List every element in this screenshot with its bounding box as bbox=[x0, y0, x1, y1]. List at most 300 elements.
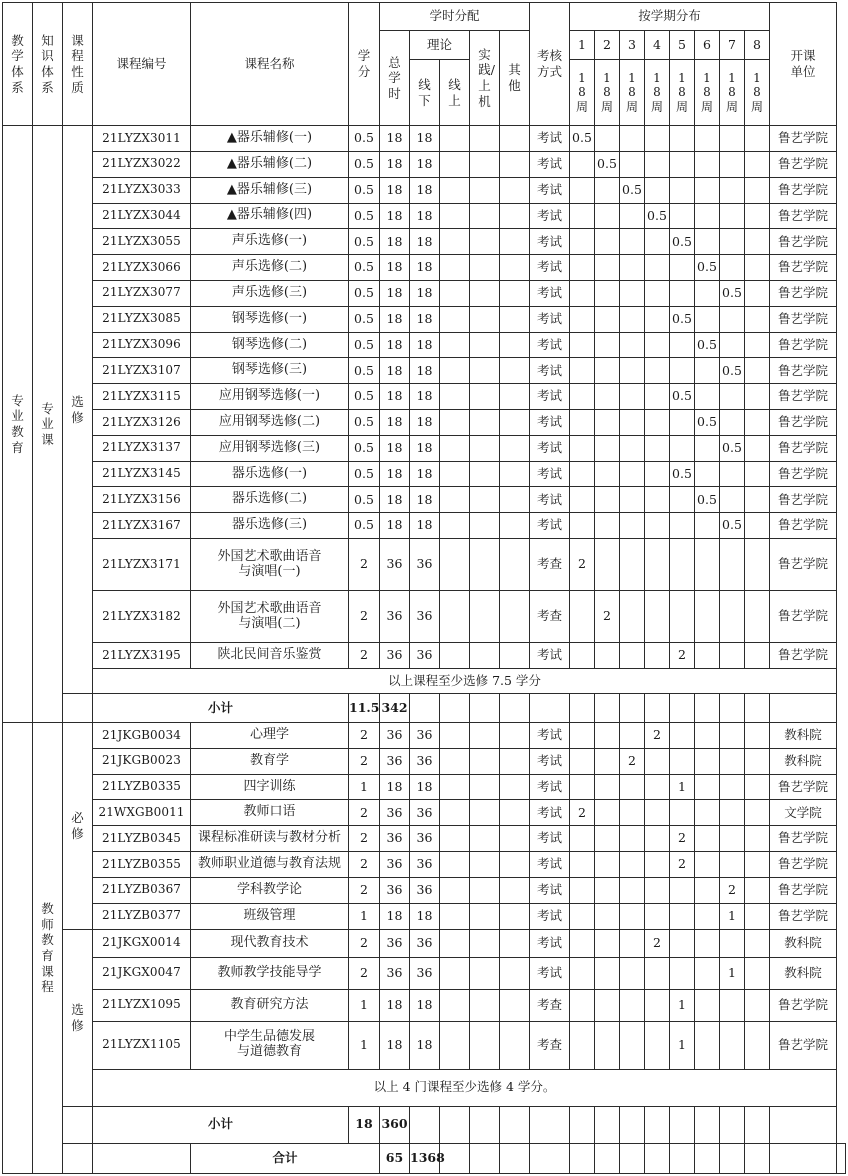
course-code: 21LYZX3195 bbox=[93, 643, 191, 669]
course-offline-hours: 18 bbox=[410, 1021, 440, 1069]
course-name: 教师口语 bbox=[191, 800, 349, 826]
header-week-8: 18周 bbox=[745, 60, 770, 126]
header-semester-group: 按学期分布 bbox=[570, 3, 770, 31]
semester-cell bbox=[645, 957, 670, 989]
semester-cell bbox=[595, 126, 620, 152]
semester-cell bbox=[745, 203, 770, 229]
semester-cell bbox=[595, 203, 620, 229]
course-exam-type: 考试 bbox=[530, 384, 570, 410]
course-name-line: 外国艺术歌曲语音 bbox=[217, 600, 322, 616]
course-row bbox=[3, 410, 846, 436]
semester-cell bbox=[645, 384, 670, 410]
semester-cell bbox=[645, 591, 670, 643]
semester-cell bbox=[620, 306, 645, 332]
course-row bbox=[3, 800, 846, 826]
semester-value: 0.5 bbox=[720, 513, 745, 539]
semester-cell bbox=[595, 957, 620, 989]
header-week-3: 18周 bbox=[620, 60, 645, 126]
semester-cell bbox=[595, 1021, 620, 1069]
course-offline-hours: 36 bbox=[410, 877, 440, 903]
semester-cell bbox=[620, 229, 645, 255]
course-credit: 2 bbox=[349, 539, 380, 591]
course-practice-hours bbox=[470, 877, 500, 903]
course-dept: 鲁艺学院 bbox=[770, 435, 837, 461]
course-row bbox=[3, 723, 846, 749]
course-row bbox=[3, 957, 846, 989]
course-online-hours bbox=[440, 461, 470, 487]
total-credit: 65 bbox=[380, 1143, 410, 1173]
semester-cell bbox=[645, 280, 670, 306]
semester-cell bbox=[620, 852, 645, 878]
course-offline-hours: 18 bbox=[410, 229, 440, 255]
course-dept: 鲁艺学院 bbox=[770, 177, 837, 203]
course-code: 21LYZX3182 bbox=[93, 591, 191, 643]
semester-cell bbox=[695, 229, 720, 255]
course-credit: 2 bbox=[349, 957, 380, 989]
semester-cell bbox=[745, 723, 770, 749]
semester-cell bbox=[645, 800, 670, 826]
course-credit: 2 bbox=[349, 800, 380, 826]
course-total-hours: 18 bbox=[380, 461, 410, 487]
semester-cell bbox=[695, 957, 720, 989]
semester-cell bbox=[720, 410, 745, 436]
course-name: ▲器乐辅修(二) bbox=[191, 151, 349, 177]
course-total-hours: 36 bbox=[380, 852, 410, 878]
semester-cell bbox=[645, 989, 670, 1021]
course-total-hours: 18 bbox=[380, 126, 410, 152]
course-exam-type: 考试 bbox=[530, 748, 570, 774]
header-other: 其他 bbox=[500, 31, 530, 126]
semester-value: 0.5 bbox=[670, 306, 695, 332]
course-code: 21LYZX3011 bbox=[93, 126, 191, 152]
semester-cell bbox=[745, 332, 770, 358]
empty-cell bbox=[720, 1143, 745, 1173]
course-dept: 教科院 bbox=[770, 929, 837, 957]
course-name: 教育研究方法 bbox=[191, 989, 349, 1021]
course-dept: 鲁艺学院 bbox=[770, 826, 837, 852]
semester-cell bbox=[595, 774, 620, 800]
course-online-hours bbox=[440, 800, 470, 826]
course-other-hours bbox=[500, 539, 530, 591]
course-online-hours bbox=[440, 358, 470, 384]
semester-cell bbox=[695, 903, 720, 929]
course-other-hours bbox=[500, 332, 530, 358]
course-practice-hours bbox=[470, 513, 500, 539]
course-dept: 鲁艺学院 bbox=[770, 384, 837, 410]
course-name bbox=[191, 1021, 349, 1069]
course-name: 应用钢琴选修(三) bbox=[191, 435, 349, 461]
header-week-4: 18周 bbox=[645, 60, 670, 126]
semester-value: 0.5 bbox=[695, 487, 720, 513]
course-code: 21LYZX1095 bbox=[93, 989, 191, 1021]
semester-cell bbox=[720, 591, 745, 643]
empty-cell bbox=[440, 1106, 470, 1143]
course-exam-type: 考试 bbox=[530, 929, 570, 957]
course-credit: 2 bbox=[349, 723, 380, 749]
course-total-hours: 18 bbox=[380, 774, 410, 800]
header-theory: 理论 bbox=[410, 31, 470, 60]
empty-cell bbox=[645, 1143, 670, 1173]
header-exam: 考核方式 bbox=[530, 3, 570, 126]
semester-cell bbox=[570, 151, 595, 177]
subtotal-hours: 342 bbox=[380, 694, 410, 723]
course-row bbox=[3, 435, 846, 461]
nature-label-elective bbox=[63, 126, 93, 694]
semester-cell bbox=[745, 957, 770, 989]
course-exam-type: 考试 bbox=[530, 877, 570, 903]
course-offline-hours: 18 bbox=[410, 461, 440, 487]
course-name: 声乐选修(三) bbox=[191, 280, 349, 306]
course-online-hours bbox=[440, 280, 470, 306]
semester-cell bbox=[570, 929, 595, 957]
empty-cell bbox=[770, 1143, 837, 1173]
semester-cell bbox=[620, 774, 645, 800]
empty-cell bbox=[63, 1143, 93, 1173]
course-credit: 2 bbox=[349, 643, 380, 669]
semester-cell bbox=[670, 591, 695, 643]
course-total-hours: 36 bbox=[380, 957, 410, 989]
course-row bbox=[3, 929, 846, 957]
course-name bbox=[191, 539, 349, 591]
course-exam-type: 考试 bbox=[530, 643, 570, 669]
semester-cell bbox=[695, 384, 720, 410]
semester-value: 2 bbox=[670, 826, 695, 852]
course-offline-hours: 36 bbox=[410, 723, 440, 749]
course-total-hours: 18 bbox=[380, 410, 410, 436]
semester-cell bbox=[620, 487, 645, 513]
semester-value: 0.5 bbox=[570, 126, 595, 152]
semester-value: 0.5 bbox=[720, 358, 745, 384]
course-online-hours bbox=[440, 826, 470, 852]
course-exam-type: 考试 bbox=[530, 487, 570, 513]
course-online-hours bbox=[440, 487, 470, 513]
semester-cell bbox=[720, 852, 745, 878]
course-credit: 0.5 bbox=[349, 358, 380, 384]
course-offline-hours: 18 bbox=[410, 774, 440, 800]
semester-cell bbox=[720, 229, 745, 255]
course-practice-hours bbox=[470, 306, 500, 332]
course-row bbox=[3, 229, 846, 255]
semester-value: 2 bbox=[670, 643, 695, 669]
semester-cell bbox=[720, 126, 745, 152]
nature-label-required bbox=[63, 723, 93, 930]
semester-cell bbox=[720, 1021, 745, 1069]
semester-value: 0.5 bbox=[720, 280, 745, 306]
course-credit: 0.5 bbox=[349, 306, 380, 332]
subtotal-credit-2: 18 bbox=[349, 1106, 380, 1143]
course-credit: 0.5 bbox=[349, 280, 380, 306]
course-row bbox=[3, 748, 846, 774]
header-hours-group: 学时分配 bbox=[380, 3, 530, 31]
semester-cell bbox=[695, 826, 720, 852]
course-credit: 1 bbox=[349, 774, 380, 800]
total-hours: 1368 bbox=[410, 1143, 440, 1173]
semester-cell bbox=[570, 774, 595, 800]
semester-cell bbox=[745, 410, 770, 436]
semester-cell bbox=[595, 435, 620, 461]
course-other-hours bbox=[500, 255, 530, 281]
semester-cell bbox=[595, 461, 620, 487]
course-name: 钢琴选修(二) bbox=[191, 332, 349, 358]
semester-cell bbox=[595, 852, 620, 878]
system-label-text: 专业教育 bbox=[11, 392, 24, 455]
semester-value: 0.5 bbox=[595, 151, 620, 177]
semester-cell bbox=[595, 358, 620, 384]
course-code: 21LYZX3167 bbox=[93, 513, 191, 539]
course-code: 21WXGB0011 bbox=[93, 800, 191, 826]
semester-cell bbox=[645, 126, 670, 152]
course-total-hours: 18 bbox=[380, 358, 410, 384]
course-code: 21JKGB0034 bbox=[93, 723, 191, 749]
course-code: 21LYZB0335 bbox=[93, 774, 191, 800]
course-offline-hours: 18 bbox=[410, 989, 440, 1021]
course-practice-hours bbox=[470, 280, 500, 306]
course-dept: 鲁艺学院 bbox=[770, 989, 837, 1021]
course-exam-type: 考试 bbox=[530, 177, 570, 203]
semester-value: 0.5 bbox=[620, 177, 645, 203]
course-name: 四字训练 bbox=[191, 774, 349, 800]
course-practice-hours bbox=[470, 332, 500, 358]
empty-cell bbox=[770, 694, 837, 723]
course-other-hours bbox=[500, 748, 530, 774]
course-name: ▲器乐辅修(四) bbox=[191, 203, 349, 229]
course-other-hours bbox=[500, 203, 530, 229]
course-online-hours bbox=[440, 513, 470, 539]
course-exam-type: 考试 bbox=[530, 852, 570, 878]
header-week-7: 18周 bbox=[720, 60, 745, 126]
course-dept: 鲁艺学院 bbox=[770, 280, 837, 306]
course-total-hours: 36 bbox=[380, 826, 410, 852]
semester-cell bbox=[645, 435, 670, 461]
course-other-hours bbox=[500, 1021, 530, 1069]
semester-cell bbox=[570, 957, 595, 989]
course-name-line: 中学生品德发展 bbox=[223, 1029, 315, 1045]
semester-cell bbox=[720, 723, 745, 749]
course-dept: 鲁艺学院 bbox=[770, 643, 837, 669]
semester-cell bbox=[620, 957, 645, 989]
header-total: 总学时 bbox=[380, 31, 410, 126]
semester-cell bbox=[670, 358, 695, 384]
note-row bbox=[3, 668, 846, 693]
course-total-hours: 18 bbox=[380, 229, 410, 255]
semester-cell bbox=[720, 774, 745, 800]
course-credit: 2 bbox=[349, 877, 380, 903]
course-code: 21LYZB0377 bbox=[93, 903, 191, 929]
knowledge-label-teacher-text: 教师教育课程 bbox=[41, 901, 54, 995]
course-practice-hours bbox=[470, 903, 500, 929]
course-credit: 0.5 bbox=[349, 435, 380, 461]
semester-cell bbox=[620, 539, 645, 591]
semester-cell bbox=[670, 151, 695, 177]
semester-cell bbox=[720, 826, 745, 852]
knowledge-label-major bbox=[33, 126, 63, 723]
semester-cell bbox=[570, 384, 595, 410]
semester-cell bbox=[695, 989, 720, 1021]
header-week-6: 18周 bbox=[695, 60, 720, 126]
header-dept: 开课单位 bbox=[770, 3, 837, 126]
course-dept: 鲁艺学院 bbox=[770, 774, 837, 800]
semester-cell bbox=[595, 384, 620, 410]
course-offline-hours: 18 bbox=[410, 384, 440, 410]
course-total-hours: 18 bbox=[380, 177, 410, 203]
semester-cell bbox=[645, 877, 670, 903]
course-online-hours bbox=[440, 435, 470, 461]
semester-cell bbox=[745, 929, 770, 957]
header-sem-7: 7 bbox=[720, 31, 745, 60]
semester-cell bbox=[745, 126, 770, 152]
course-row bbox=[3, 203, 846, 229]
semester-cell bbox=[595, 229, 620, 255]
semester-cell bbox=[745, 591, 770, 643]
semester-cell bbox=[645, 410, 670, 436]
semester-value: 2 bbox=[570, 800, 595, 826]
semester-cell bbox=[570, 358, 595, 384]
semester-cell bbox=[745, 177, 770, 203]
course-name: 钢琴选修(一) bbox=[191, 306, 349, 332]
course-code: 21LYZX3022 bbox=[93, 151, 191, 177]
empty-cell bbox=[440, 694, 470, 723]
header-sem-6: 6 bbox=[695, 31, 720, 60]
semester-cell bbox=[745, 255, 770, 281]
course-total-hours: 36 bbox=[380, 723, 410, 749]
semester-cell bbox=[570, 177, 595, 203]
semester-cell bbox=[745, 358, 770, 384]
empty-cell bbox=[645, 694, 670, 723]
course-offline-hours: 36 bbox=[410, 800, 440, 826]
semester-cell bbox=[595, 989, 620, 1021]
course-offline-hours: 36 bbox=[410, 591, 440, 643]
note-row bbox=[3, 1069, 846, 1106]
empty-cell bbox=[620, 694, 645, 723]
course-code: 21LYZX3156 bbox=[93, 487, 191, 513]
course-dept: 教科院 bbox=[770, 748, 837, 774]
semester-cell bbox=[745, 539, 770, 591]
nature-label-elective-2-text: 选修 bbox=[71, 1001, 84, 1033]
semester-cell bbox=[745, 435, 770, 461]
course-practice-hours bbox=[470, 384, 500, 410]
semester-value: 2 bbox=[720, 877, 745, 903]
course-total-hours: 18 bbox=[380, 384, 410, 410]
total-label: 合计 bbox=[191, 1143, 380, 1173]
semester-cell bbox=[595, 306, 620, 332]
header-nature: 课程性质 bbox=[63, 3, 93, 126]
empty-cell bbox=[837, 1143, 846, 1173]
semester-cell bbox=[570, 461, 595, 487]
semester-cell bbox=[745, 513, 770, 539]
semester-value: 0.5 bbox=[645, 203, 670, 229]
course-row bbox=[3, 280, 846, 306]
course-offline-hours: 36 bbox=[410, 826, 440, 852]
course-code: 21LYZX3107 bbox=[93, 358, 191, 384]
course-name: 学科教学论 bbox=[191, 877, 349, 903]
course-credit: 1 bbox=[349, 903, 380, 929]
semester-cell bbox=[720, 151, 745, 177]
course-total-hours: 18 bbox=[380, 435, 410, 461]
semester-cell bbox=[645, 461, 670, 487]
semester-value: 1 bbox=[720, 957, 745, 989]
course-exam-type: 考试 bbox=[530, 435, 570, 461]
semester-cell bbox=[745, 800, 770, 826]
semester-cell bbox=[620, 989, 645, 1021]
semester-cell bbox=[670, 280, 695, 306]
course-name: ▲器乐辅修(三) bbox=[191, 177, 349, 203]
semester-cell bbox=[620, 800, 645, 826]
header-name: 课程名称 bbox=[191, 3, 349, 126]
system-spacer bbox=[3, 723, 33, 1174]
semester-cell bbox=[645, 151, 670, 177]
course-dept: 鲁艺学院 bbox=[770, 513, 837, 539]
course-dept: 鲁艺学院 bbox=[770, 126, 837, 152]
course-offline-hours: 18 bbox=[410, 903, 440, 929]
semester-cell bbox=[645, 513, 670, 539]
course-online-hours bbox=[440, 384, 470, 410]
course-other-hours bbox=[500, 177, 530, 203]
subtotal-row-2 bbox=[3, 1106, 846, 1143]
semester-cell bbox=[645, 643, 670, 669]
semester-cell bbox=[570, 255, 595, 281]
course-code: 21JKGB0023 bbox=[93, 748, 191, 774]
semester-value: 2 bbox=[620, 748, 645, 774]
semester-cell bbox=[570, 877, 595, 903]
course-other-hours bbox=[500, 306, 530, 332]
semester-cell bbox=[720, 177, 745, 203]
semester-cell bbox=[645, 1021, 670, 1069]
semester-cell bbox=[695, 306, 720, 332]
semester-cell bbox=[695, 435, 720, 461]
semester-value: 2 bbox=[670, 852, 695, 878]
semester-cell bbox=[670, 513, 695, 539]
course-name: 教师教学技能导学 bbox=[191, 957, 349, 989]
course-other-hours bbox=[500, 280, 530, 306]
course-total-hours: 36 bbox=[380, 877, 410, 903]
semester-cell bbox=[570, 1021, 595, 1069]
semester-cell bbox=[745, 306, 770, 332]
course-code: 21JKGX0014 bbox=[93, 929, 191, 957]
course-row bbox=[3, 774, 846, 800]
course-name: 声乐选修(二) bbox=[191, 255, 349, 281]
semester-cell bbox=[570, 826, 595, 852]
course-practice-hours bbox=[470, 203, 500, 229]
course-practice-hours bbox=[470, 461, 500, 487]
empty-cell bbox=[720, 694, 745, 723]
course-code: 21LYZX3096 bbox=[93, 332, 191, 358]
semester-cell bbox=[570, 203, 595, 229]
semester-value: 0.5 bbox=[695, 255, 720, 281]
semester-cell bbox=[570, 903, 595, 929]
course-total-hours: 36 bbox=[380, 539, 410, 591]
course-offline-hours: 36 bbox=[410, 748, 440, 774]
elective-note-2: 以上 4 门课程至少选修 4 学分。 bbox=[93, 1069, 837, 1106]
course-exam-type: 考查 bbox=[530, 989, 570, 1021]
course-dept: 鲁艺学院 bbox=[770, 852, 837, 878]
course-row bbox=[3, 306, 846, 332]
course-practice-hours bbox=[470, 826, 500, 852]
semester-cell bbox=[670, 487, 695, 513]
course-practice-hours bbox=[470, 723, 500, 749]
header-knowledge: 知识体系 bbox=[33, 3, 63, 126]
knowledge-label-major-text: 专业课 bbox=[41, 400, 54, 447]
course-total-hours: 18 bbox=[380, 1021, 410, 1069]
course-online-hours bbox=[440, 539, 470, 591]
course-exam-type: 考查 bbox=[530, 591, 570, 643]
semester-cell bbox=[620, 723, 645, 749]
course-offline-hours: 36 bbox=[410, 929, 440, 957]
course-dept: 鲁艺学院 bbox=[770, 255, 837, 281]
semester-cell bbox=[645, 539, 670, 591]
semester-cell bbox=[695, 358, 720, 384]
header-sem-8: 8 bbox=[745, 31, 770, 60]
semester-cell bbox=[570, 280, 595, 306]
